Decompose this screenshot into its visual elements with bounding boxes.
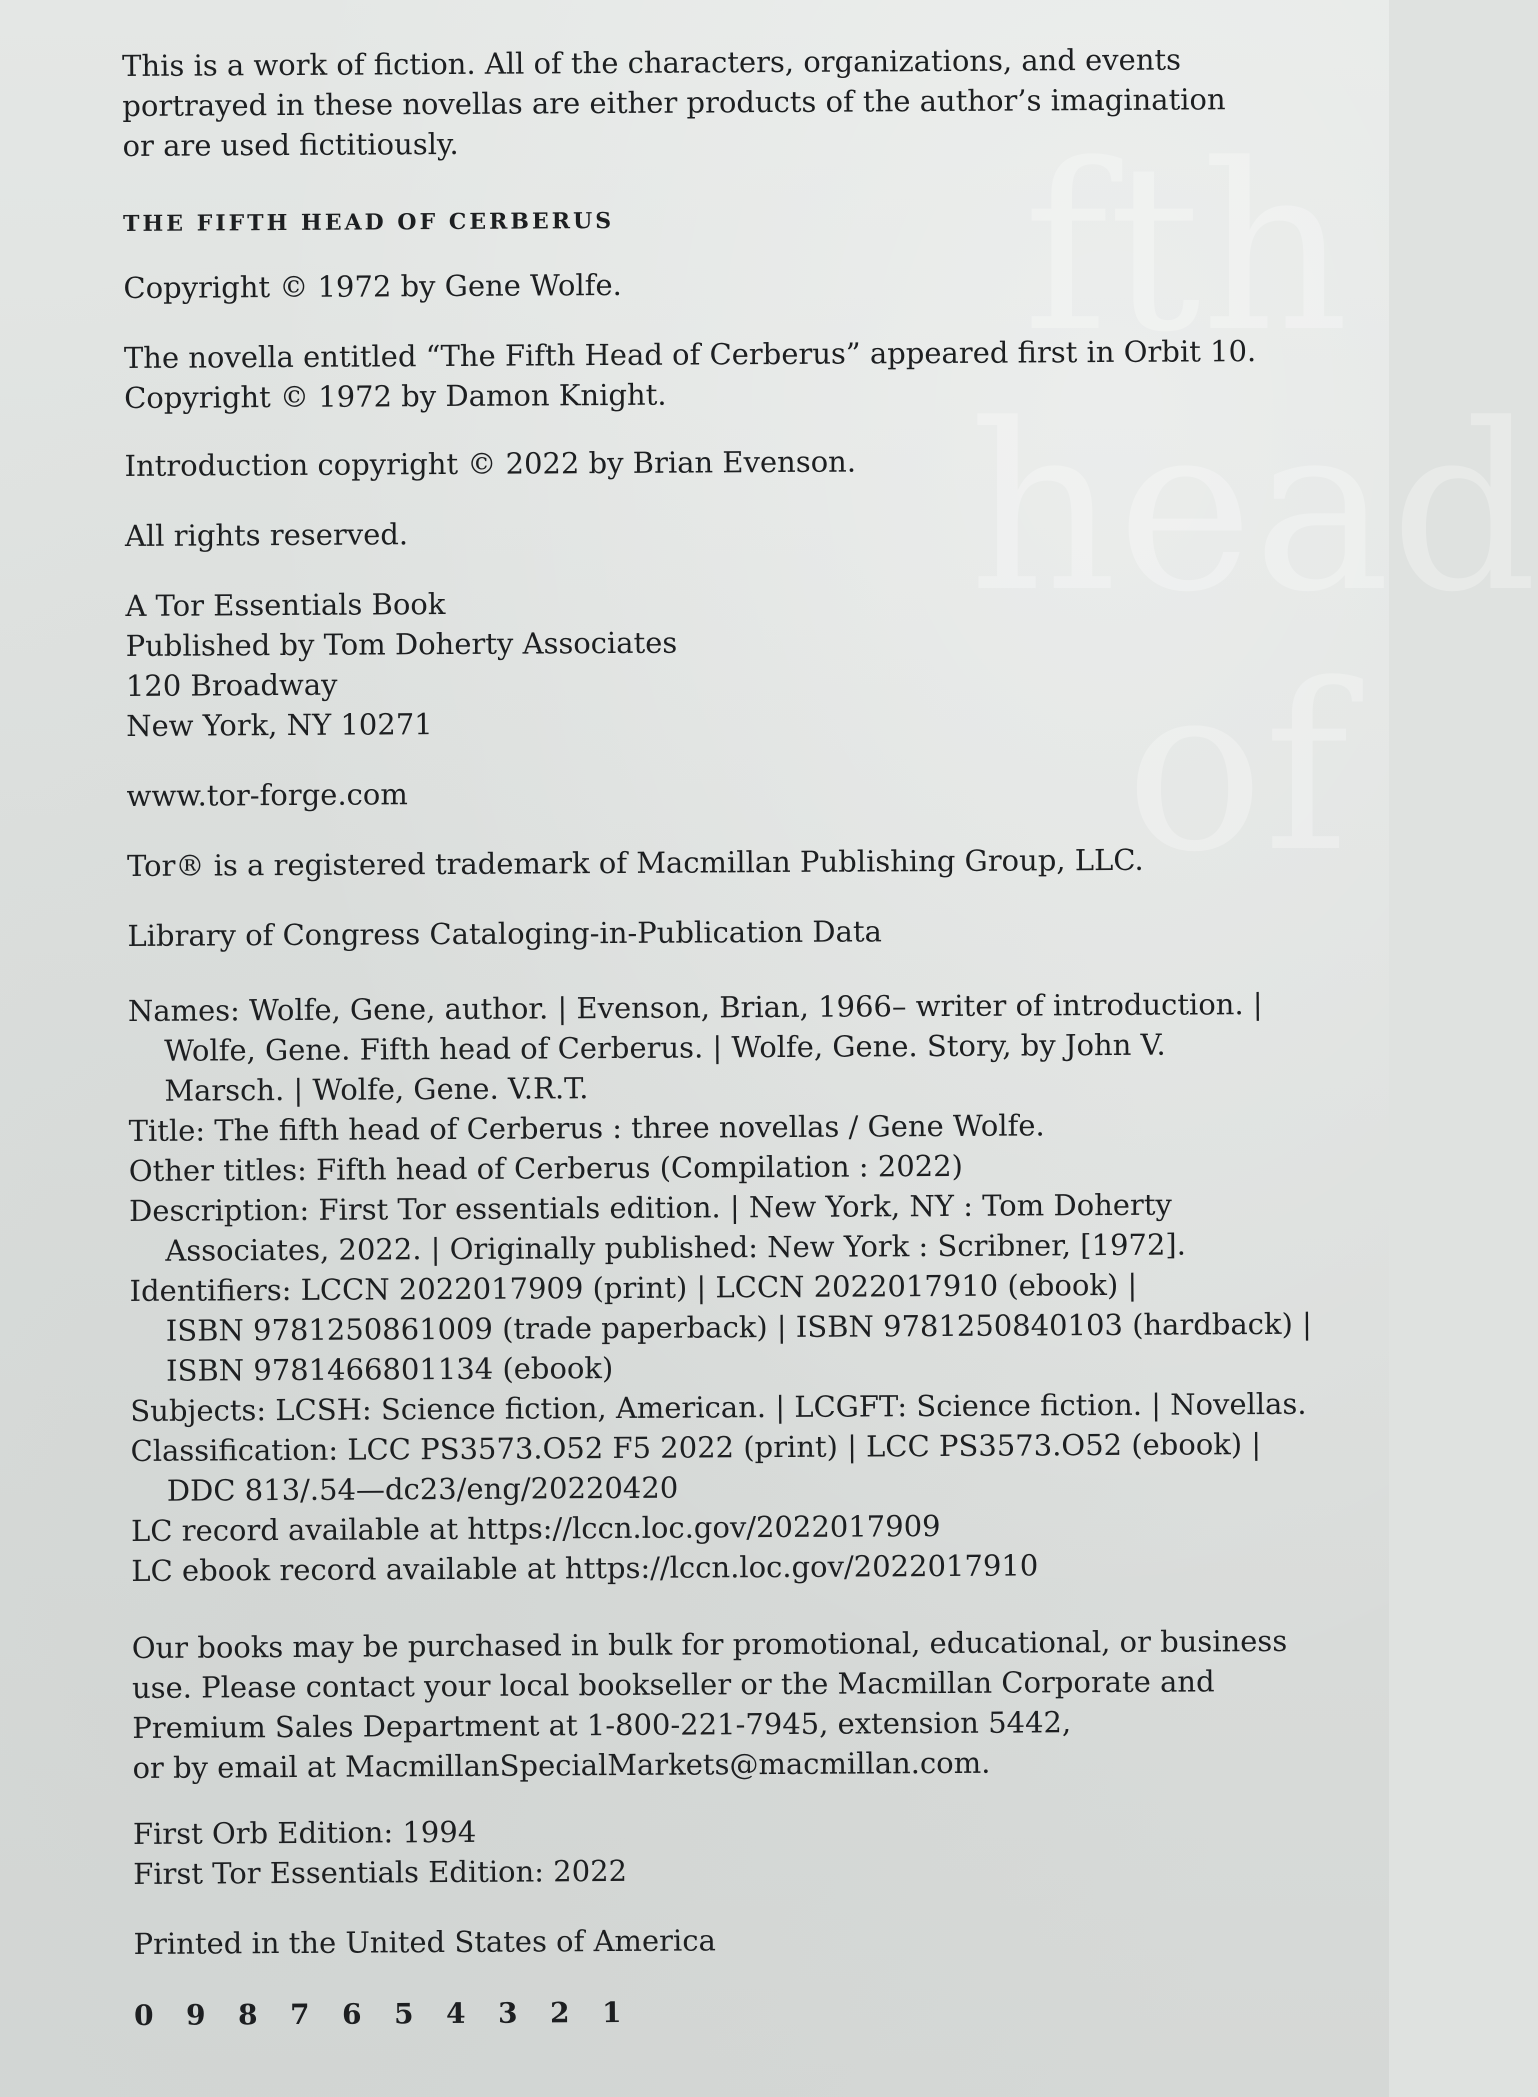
printed-in: Printed in the United States of America bbox=[133, 1923, 716, 1961]
cip-line: ISBN 9781466801134 (ebook) bbox=[165, 1351, 614, 1388]
printing-digit: 0 bbox=[133, 1998, 154, 2032]
publisher-line: Published by Tom Doherty Associates bbox=[125, 625, 678, 663]
trademark-note: Tor® is a registered trademark of Macmillan Publishing Group, LLC. bbox=[126, 842, 1144, 883]
novella-note-line: Copyright © 1972 by Damon Knight. bbox=[124, 377, 667, 415]
disclaimer-paragraph bbox=[122, 39, 1226, 166]
copyright-line: Copyright © 1972 by Gene Wolfe. bbox=[123, 267, 622, 305]
cip-data bbox=[128, 984, 1314, 1591]
printing-digit: 8 bbox=[237, 1998, 258, 2032]
cip-line: Marsch. | Wolfe, Gene. V.R.T. bbox=[164, 1071, 589, 1108]
printing-digit: 5 bbox=[393, 1997, 414, 2031]
cip-line: Identifiers: LCCN 2022017909 (print) | LCCN 2022017910 (ebook) | bbox=[129, 1267, 1138, 1308]
publisher-line: A Tor Essentials Book bbox=[125, 587, 446, 623]
printing-line bbox=[134, 1993, 654, 2036]
novella-note-line: The novella entitled “The Fifth Head of Cerberus” appeared first in Orbit 10. bbox=[123, 334, 1257, 375]
publisher-address bbox=[125, 583, 678, 746]
cip-line: Description: First Tor essentials edition. | New York, NY : Tom Doherty bbox=[129, 1187, 1172, 1228]
bulk-sales-line: or by email at MacmillanSpecialMarkets@macmillan.com. bbox=[132, 1745, 991, 1785]
edition-line: First Tor Essentials Edition: 2022 bbox=[133, 1853, 628, 1891]
cip-line: Classification: LCC PS3573.O52 F5 2022 (print) | LCC PS3573.O52 (ebook) | bbox=[130, 1427, 1262, 1468]
website: www.tor-forge.com bbox=[126, 777, 408, 813]
printing-digit: 1 bbox=[601, 1995, 622, 2030]
book-title: THE FIFTH HEAD OF CERBERUS bbox=[123, 207, 615, 237]
printing-digit: 9 bbox=[185, 1998, 206, 2032]
edition-line: First Orb Edition: 1994 bbox=[132, 1814, 477, 1851]
cip-line: Subjects: LCSH: Science fiction, American. | LCGFT: Science fiction. | Novellas. bbox=[130, 1386, 1307, 1428]
cip-line: Wolfe, Gene. Fifth head of Cerberus. | Wolfe, Gene. Story, by John V. bbox=[164, 1027, 1166, 1068]
editions bbox=[133, 1811, 627, 1894]
cip-line: Associates, 2022. | Originally published: New York : Scribner, [1972]. bbox=[165, 1227, 1187, 1268]
bulk-sales-line: Premium Sales Department at 1-800-221-7945, extension 5442, bbox=[132, 1705, 1072, 1745]
cip-line: Names: Wolfe, Gene, author. | Evenson, Brian, 1966– writer of introduction. | bbox=[127, 987, 1263, 1028]
cip-heading: Library of Congress Cataloging-in-Publication Data bbox=[127, 914, 882, 953]
disclaimer-line: This is a work of fiction. All of the characters, organizations, and events bbox=[122, 42, 1182, 83]
printing-digit: 4 bbox=[445, 1996, 466, 2031]
disclaimer-line: portrayed in these novellas are either products of the author’s imagination bbox=[122, 82, 1226, 123]
bulk-sales-line: Our books may be purchased in bulk for promotional, educational, or business bbox=[131, 1623, 1288, 1665]
bulk-sales-paragraph bbox=[132, 1621, 1288, 1788]
copyright-text-column bbox=[122, 39, 1312, 2032]
cip-line: LC record available at https://lccn.loc.gov/2022017909 bbox=[130, 1509, 941, 1548]
intro-copyright: Introduction copyright © 2022 by Brian Evenson. bbox=[124, 444, 857, 483]
publisher-line: 120 Broadway bbox=[125, 667, 338, 703]
publisher-line: New York, NY 10271 bbox=[126, 707, 433, 743]
printing-digit: 3 bbox=[497, 1996, 518, 2030]
cip-line: Other titles: Fifth head of Cerberus (Compilation : 2022) bbox=[128, 1148, 964, 1188]
background-title-watermark: fth head of bbox=[969, 116, 1538, 903]
disclaimer-line: or are used fictitiously. bbox=[122, 126, 459, 163]
cip-line: Title: The fifth head of Cerberus : three novellas / Gene Wolfe. bbox=[128, 1108, 1045, 1148]
bulk-sales-line: use. Please contact your local bookseller or the Macmillan Corporate and bbox=[131, 1664, 1215, 1705]
rights-reserved: All rights reserved. bbox=[124, 517, 409, 553]
printing-digit: 2 bbox=[549, 1996, 570, 2030]
cip-line: ISBN 9781250861009 (trade paperback) | ISBN 9781250840103 (hardback) | bbox=[165, 1306, 1312, 1348]
cip-line: DDC 813/.54—dc23/eng/20220420 bbox=[166, 1470, 679, 1508]
printing-digit: 6 bbox=[341, 1997, 362, 2031]
cip-line: LC ebook record available at https://lccn.loc.gov/2022017910 bbox=[131, 1548, 1039, 1588]
novella-note bbox=[124, 331, 1257, 418]
printing-digit: 7 bbox=[289, 1997, 310, 2032]
